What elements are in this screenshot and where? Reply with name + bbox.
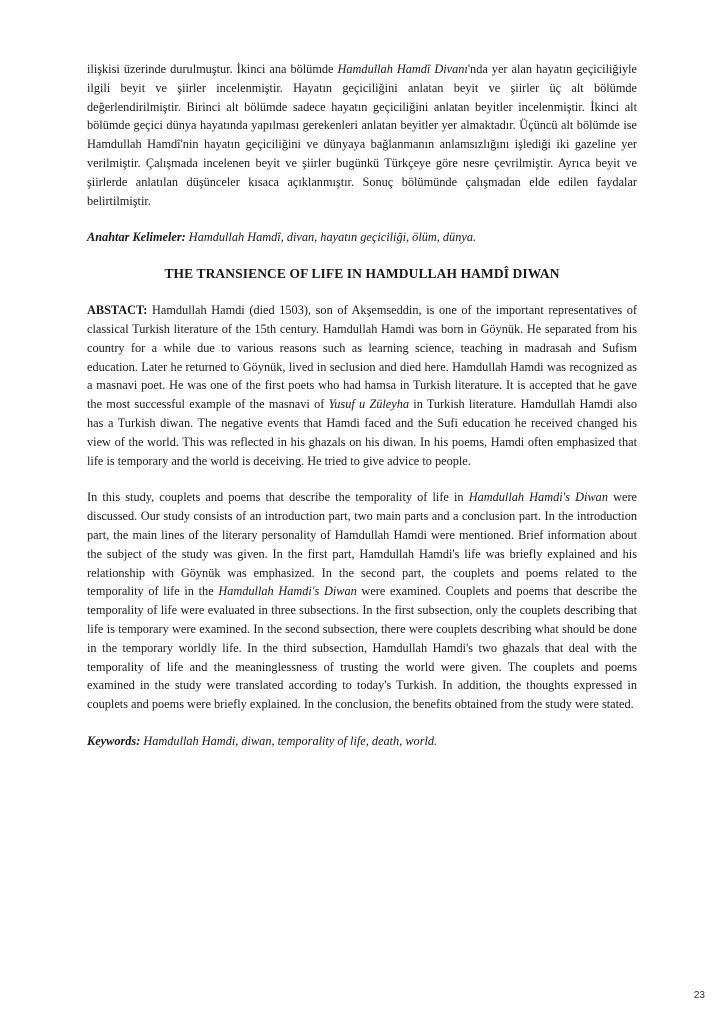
keywords-label: Keywords: [87,733,141,748]
keywords-text: Hamdullah Hamdî, divan, hayatın geçiciliği, ölüm, dünya. [185,230,477,245]
text-run: In this study, couplets and poems that describe the temporality of life in [87,490,469,505]
book-title: Hamdullah Hamdi's Diwan [218,584,357,599]
text-run: were examined. Couplets and poems that describe the temporality of life were evaluated in three subsections. In the first subsection, only the couplets describing that life is temporary were examined. In the second subsection, there were couplets describing what should be done in the temporary worldly life. In the third subsection, Hamdullah Hamdi's two ghazals that deal with the temporality of life and the meaninglessness of trusting the world were given. The couplets and poems examined in the study were translated according to today's Turkish. In addition, the thoughts expressed in couplets and poems were briefly explained. In the conclusion, the benefits obtained from the study were stated. [87,584,638,712]
book-title: Yusuf u Züleyha [328,397,410,412]
turkish-abstract-paragraph [87,60,637,210]
abstract-label: ABSTACT: [87,303,148,318]
text-run: 'nda yer alan hayatın geçiciliğiyle ilgili beyit ve şiirler incelenmiştir. Hayatın geçiciliğini anlatan beyit ve şiirler üç alt bölümde değerlendirilmiştir. Birinci alt bölümde sadece hayatın geçiciliğini anlatan beyitler incelenmiştir. İkinci alt bölümde geçici dünya hayatında yapılması gerekenleri anlatan beyitler yer almaktadır. Üçüncü alt bölümde ise Hamdullah Hamdî'nin hayatın geçiciliğini ve dünyaya bağlanmanın anlamsızlığını işlediği iki gazeline yer verilmiştir. Çalışmada incelenen beyit ve şiirler bugünkü Türkçeye göre nesre çevrilmiştir. Ayrıca beyit ve şiirlerde anlatılan düşünceler kısaca açıklanmıştır. Sonuç bölümünde çalışmadan elde edilen faydalar belirtilmiştir. [87,62,638,208]
turkish-keywords [87,228,637,247]
book-title: Hamdullah Hamdi's Diwan [468,490,608,505]
keywords-text: Hamdullah Hamdi, diwan, temporality of life, death, world. [140,733,438,748]
keywords-label: Anahtar Kelimeler: [87,230,186,245]
text-run: in Turkish literature. Hamdullah Hamdi also has a Turkish diwan. The negative events that Hamdi faced and the Sufi education he received changed his view of the world. This was reflected in his ghazals on his diwan. In his poems, Hamdi often emphasized that life is temporary and the world is deceiving. He tried to give advice to people. [87,397,638,468]
english-abstract-paragraph-1 [87,301,637,470]
text-run: were discussed. Our study consists of an introduction part, two main parts and a conclusion part. In the introduction part, the main lines of the literary personality of Hamdullah Hamdi were mentioned. Brief information about the subject of the study was given. In the first part, Hamdullah Hamdi's life was briefly explained and his relationship with Göynük was emphasized. In the second part, the couplets and poems related to the temporality of life in the [87,490,637,599]
english-title: THE TRANSIENCE OF LIFE IN HAMDULLAH HAMDÎ DIWAN [164,266,560,282]
page-content [87,60,637,751]
text-run: ilişkisi üzerinde durulmuştur. İkinci ana bölümde [87,62,338,76]
text-run: Hamdullah Hamdi (died 1503), son of Akşemseddin, is one of the important representatives of classical Turkish literature of the 15th century. Hamdullah Hamdi was born in Göynük. He separated from his country for a while due to various reasons such as learning science, teaching in madrasah and Sufism education. Later he returned to Göynük, lived in seclusion and died here. Hamdullah Hamdi was recognized as a masnavi poet. He was one of the first poets who had hamsa in Turkish literature. It is accepted that he gave the most successful example of the masnavi of [87,303,637,412]
english-abstract-paragraph-2 [87,488,637,714]
english-keywords [87,732,637,751]
page-number: 23 [693,990,705,1001]
book-title: Hamdullah Hamdî Divanı [337,62,468,76]
